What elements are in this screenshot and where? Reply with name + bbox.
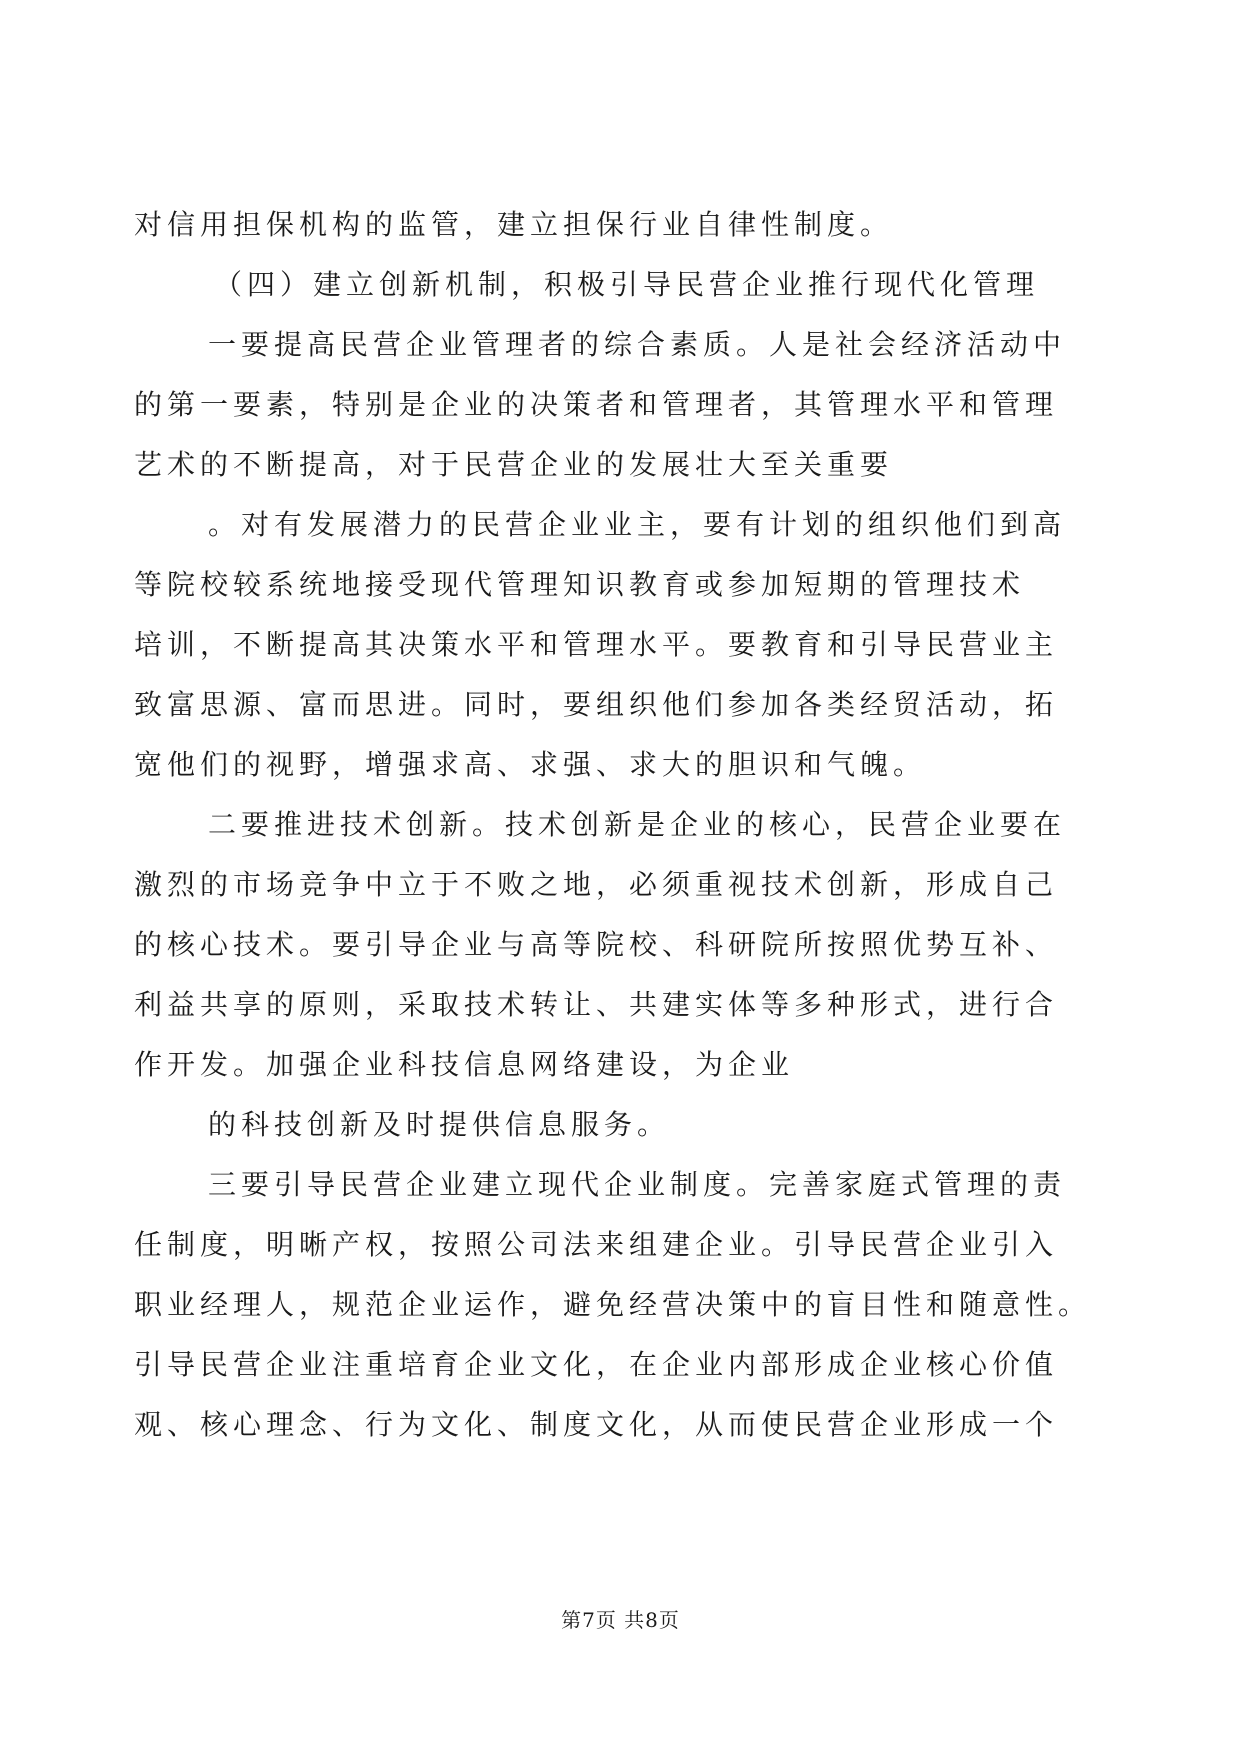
text-line: 任制度，明晰产权，按照公司法来组建企业。引导民营企业引入 <box>134 1228 1059 1261</box>
text-line: 二要推进技术创新。技术创新是企业的核心，民营企业要在 <box>208 808 1067 841</box>
text-line: 引导民营企业注重培育企业文化，在企业内部形成企业核心价值 <box>134 1348 1059 1381</box>
section-heading: （四）建立创新机制，积极引导民营企业推行现代化管理 <box>214 268 1040 301</box>
page-number-footer: 第7页 共8页 <box>561 1608 680 1632</box>
text-line: 对信用担保机构的监管，建立担保行业自律性制度。 <box>134 208 894 241</box>
text-line: 培训，不断提高其决策水平和管理水平。要教育和引导民营业主 <box>134 628 1059 661</box>
text-line: 等院校较系统地接受现代管理知识教育或参加短期的管理技术 <box>134 568 1026 601</box>
text-line: 的核心技术。要引导企业与高等院校、科研院所按照优势互补、 <box>134 928 1059 961</box>
text-line: 利益共享的原则，采取技术转让、共建实体等多种形式，进行合 <box>134 988 1059 1021</box>
text-line: 观、核心理念、行为文化、制度文化，从而使民营企业形成一个 <box>134 1408 1059 1441</box>
text-line: 的科技创新及时提供信息服务。 <box>208 1108 671 1141</box>
text-line: 激烈的市场竞争中立于不败之地，必须重视技术创新，形成自己 <box>134 868 1059 901</box>
text-line: 一要提高民营企业管理者的综合素质。人是社会经济活动中 <box>208 328 1067 361</box>
text-line: 。对有发展潜力的民营企业业主，要有计划的组织他们到高 <box>208 508 1067 541</box>
text-line: 致富思源、富而思进。同时，要组织他们参加各类经贸活动，拓 <box>134 688 1059 721</box>
text-line: 宽他们的视野，增强求高、求强、求大的胆识和气魄。 <box>134 748 927 781</box>
text-line: 艺术的不断提高，对于民营企业的发展壮大至关重要 <box>134 448 894 481</box>
text-line: 作开发。加强企业科技信息网络建设，为企业 <box>134 1048 795 1081</box>
text-line: 的第一要素，特别是企业的决策者和管理者，其管理水平和管理 <box>134 388 1059 421</box>
text-line: 三要引导民营企业建立现代企业制度。完善家庭式管理的责 <box>208 1168 1067 1201</box>
text-line: 职业经理人，规范企业运作，避免经营决策中的盲目性和随意性。 <box>134 1288 1092 1321</box>
